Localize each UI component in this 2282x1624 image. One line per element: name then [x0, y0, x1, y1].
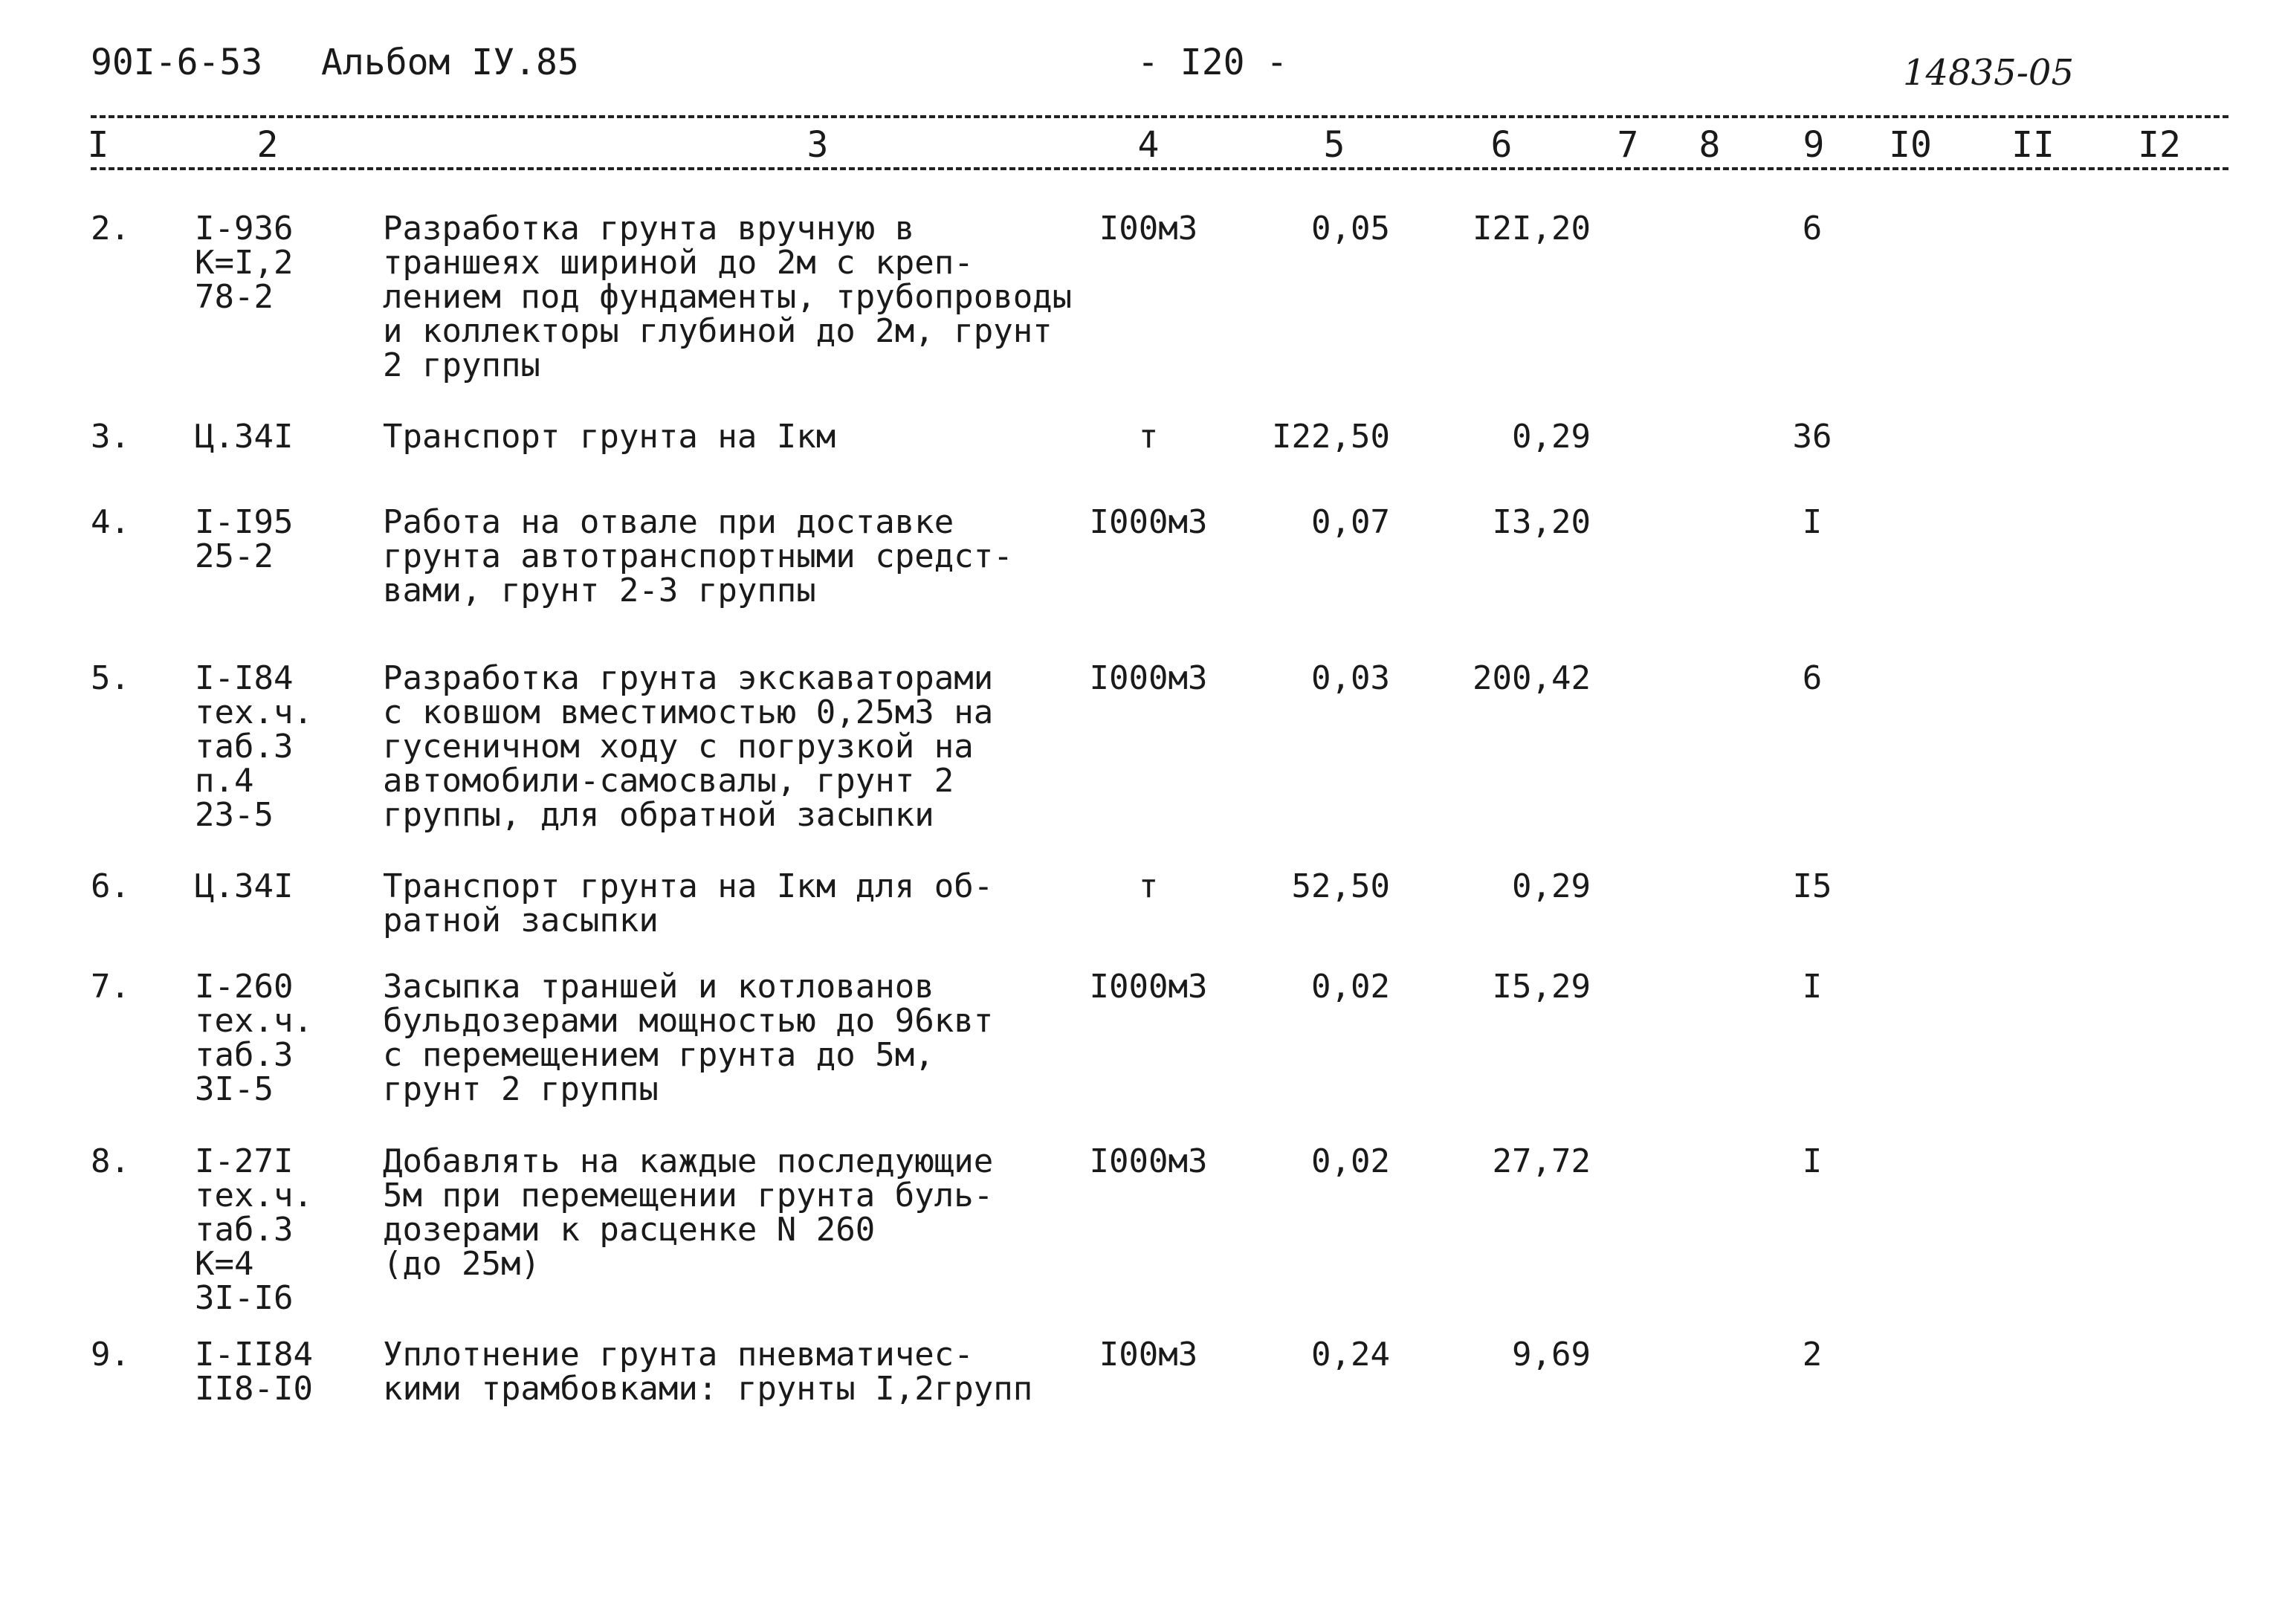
column-9-value: 36 [1792, 418, 1832, 456]
rate-code: Ц.34I [195, 418, 294, 456]
rate-code: I-260 тех.ч. таб.3 3I-5 [195, 968, 313, 1108]
column-number: I0 [1889, 124, 1932, 166]
unit-of-measure: т [1138, 867, 1159, 905]
album-label: Альбом IУ.85 [321, 42, 579, 83]
work-description: Добавлять на каждые последующие 5м при перемещении грунта буль- дозерами к расценке N 260 (до 25м) [383, 1142, 994, 1283]
work-description: Транспорт грунта на Iкм для об- ратной засыпки [383, 867, 994, 939]
column-number: II [2011, 124, 2055, 166]
unit-price: I5,29 [1492, 968, 1591, 1006]
work-description: Транспорт грунта на Iкм [383, 418, 836, 456]
page-number: - I20 - [1137, 42, 1288, 83]
column-9-value: I [1802, 503, 1823, 541]
column-9-value: I [1802, 1142, 1823, 1180]
quantity: 0,24 [1311, 1336, 1390, 1374]
row-number: 2. [91, 210, 130, 248]
column-number: 6 [1490, 124, 1513, 166]
unit-price: 0,29 [1512, 867, 1591, 905]
column-9-value: 6 [1802, 659, 1823, 697]
rate-code: I-27I тех.ч. таб.3 K=4 3I-I6 [195, 1142, 313, 1317]
row-number: 4. [91, 503, 130, 541]
column-9-value: I [1802, 968, 1823, 1006]
column-9-value: I5 [1792, 867, 1832, 905]
column-number: 8 [1698, 124, 1721, 166]
row-number: 8. [91, 1142, 130, 1180]
unit-of-measure: I000м3 [1089, 1142, 1208, 1180]
rate-code: I-I84 тех.ч. таб.3 п.4 23-5 [195, 659, 313, 834]
row-number: 5. [91, 659, 130, 697]
quantity: 52,50 [1291, 867, 1390, 905]
column-number: 9 [1803, 124, 1825, 166]
work-description: Уплотнение грунта пневматичес- кими трамбовками: грунты I,2групп [383, 1336, 1033, 1408]
row-number: 3. [91, 418, 130, 456]
unit-price: I3,20 [1492, 503, 1591, 541]
column-number: I2 [2138, 124, 2181, 166]
column-number: 4 [1137, 124, 1160, 166]
unit-of-measure: т [1138, 418, 1159, 456]
column-number: 5 [1323, 124, 1345, 166]
quantity: 0,05 [1311, 210, 1390, 248]
row-number: 7. [91, 968, 130, 1006]
work-description: Работа на отвале при доставке грунта автотранспортными средст- вами, грунт 2-3 группы [383, 503, 1013, 609]
unit-price: 27,72 [1492, 1142, 1591, 1180]
handwritten-note: 14835-05 [1903, 52, 2074, 94]
quantity: 0,03 [1311, 659, 1390, 697]
work-description: Разработка грунта вручную в траншеях шириной до 2м с креп- лением под фундаменты, трубопроводы и коллекторы глубиной до 2м, грунт 2 группы [383, 210, 1073, 384]
work-description: Разработка грунта экскаваторами с ковшом вместимостью 0,25м3 на гусеничном ходу с погрузкой на автомобили-самосвалы, грунт 2 группы, для обратной засыпки [383, 659, 994, 834]
rate-code: I-II84 II8-I0 [195, 1336, 313, 1408]
unit-of-measure: I000м3 [1089, 968, 1208, 1006]
unit-price: 0,29 [1512, 418, 1591, 456]
row-number: 6. [91, 867, 130, 905]
header-top-rule [91, 115, 2228, 118]
column-9-value: 2 [1802, 1336, 1823, 1374]
unit-price: 200,42 [1473, 659, 1591, 697]
column-number: 7 [1617, 124, 1639, 166]
row-number: 9. [91, 1336, 130, 1374]
column-9-value: 6 [1802, 210, 1823, 248]
column-number: 2 [256, 124, 279, 166]
rate-code: I-I95 25-2 [195, 503, 294, 575]
column-number: I [87, 124, 109, 166]
rate-code: Ц.34I [195, 867, 294, 905]
unit-of-measure: I000м3 [1089, 659, 1208, 697]
doc-code: 90I-6-53 [91, 42, 263, 83]
quantity: 0,02 [1311, 968, 1390, 1006]
header-bottom-rule [91, 167, 2228, 170]
unit-of-measure: I00м3 [1099, 210, 1198, 248]
rate-code: I-936 K=I,2 78-2 [195, 210, 294, 316]
quantity: 0,02 [1311, 1142, 1390, 1180]
unit-price: I2I,20 [1473, 210, 1591, 248]
unit-of-measure: I00м3 [1099, 1336, 1198, 1374]
column-number: 3 [807, 124, 829, 166]
unit-of-measure: I000м3 [1089, 503, 1208, 541]
work-description: Засыпка траншей и котлованов бульдозерами мощностью до 96квт с перемещением грунта до 5м, грунт 2 группы [383, 968, 994, 1108]
quantity: I22,50 [1272, 418, 1390, 456]
quantity: 0,07 [1311, 503, 1390, 541]
unit-price: 9,69 [1512, 1336, 1591, 1374]
